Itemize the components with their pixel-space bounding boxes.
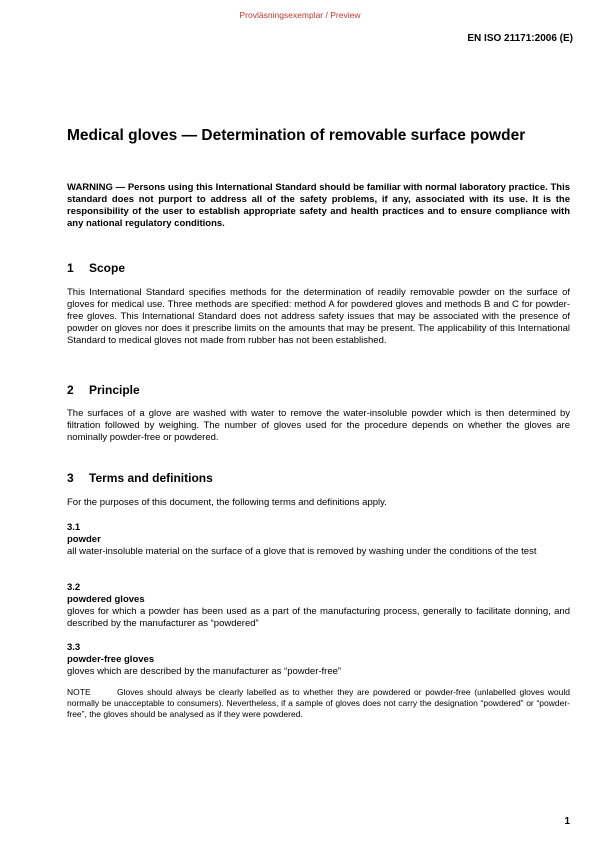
term-entry: [67, 582, 570, 630]
term-entry: [67, 522, 570, 558]
section-number: 2: [67, 383, 74, 397]
term-name: powdered gloves: [67, 594, 145, 605]
scope-paragraph: This International Standard specifies methods for the determination of readily removable powder on the surface of gloves for medical use. Three methods are specified: method A for powdered gloves and methods B and C for powder-free gloves. This International Standard does not address safety issues that may be associated with the presence of powder on gloves nor does it prescribe limits on the amounts that may be present. The applicability of this International Standard to medical gloves not made from rubber has not been established.: [67, 287, 570, 346]
term-name: powder: [67, 534, 101, 545]
section-heading-terms: [67, 471, 213, 485]
section-heading-principle: [67, 383, 140, 397]
term-definition: all water-insoluble material on the surface of a glove that is removed by washing under the conditions of the test: [67, 546, 537, 557]
term-name: powder-free gloves: [67, 654, 155, 665]
note-text: Gloves should always be clearly labelled as to whether they are powdered or powder-free (unlabelled gloves would normally be unacceptable to consumers). Nevertheless, if a sample of gloves does not carry the designation “powdered” or “powder-free”, the gloves should be analysed as if they were powdered.: [67, 687, 570, 719]
term-definition: gloves which are described by the manufacturer as “powder-free”: [67, 666, 342, 677]
section-number: 1: [67, 261, 74, 275]
term-number: 3.1: [67, 522, 81, 533]
section-number: 3: [67, 471, 74, 485]
term-definition: gloves for which a powder has been used as a part of the manufacturing process, generally to facilitate donning, and described by the manufacturer as “powdered”: [67, 606, 570, 629]
document-number: EN ISO 21171:2006 (E): [467, 33, 573, 44]
term-number: 3.3: [67, 642, 81, 653]
preview-banner: Provläsningsexemplar / Preview: [239, 10, 361, 20]
terms-intro-paragraph: For the purposes of this document, the following terms and definitions apply.: [67, 497, 387, 508]
section-heading-scope: [67, 261, 125, 275]
term-number: 3.2: [67, 582, 81, 593]
section-title: Terms and definitions: [89, 471, 213, 485]
note-paragraph: [67, 687, 570, 720]
note-label: NOTE: [67, 687, 91, 697]
section-title: Principle: [89, 383, 140, 397]
page-number: 1: [564, 816, 570, 827]
section-title: Scope: [89, 261, 126, 275]
term-entry: [67, 642, 570, 678]
page-title: Medical gloves — Determination of removable surface powder: [67, 127, 526, 144]
principle-paragraph: The surfaces of a glove are washed with water to remove the water-insoluble powder which is then determined by filtration followed by weighing. The number of gloves used for the procedure depends on whether the gloves are nominally powder-free or powdered.: [67, 408, 570, 443]
warning-paragraph: WARNING — Persons using this International Standard should be familiar with normal laboratory practice. This standard does not purport to address all of the safety problems, if any, associated with its use. It is the responsibility of the user to establish appropriate safety and health practices and to ensure compliance with any national regulatory conditions.: [67, 182, 570, 229]
